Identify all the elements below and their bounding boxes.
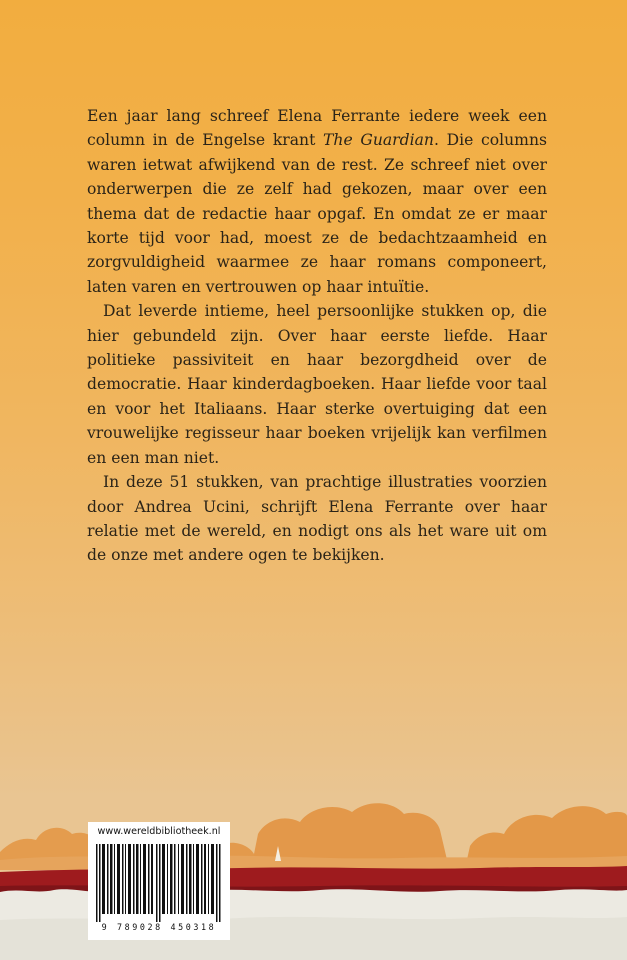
- publisher-url: www.wereldbibliotheek.nl: [97, 826, 221, 837]
- barcode: [94, 844, 224, 922]
- blurb-paragraph-1-end: . Die columns waren ietwat afwijkend van de rest. Ze schreef niet over onderwerpen die ze zelf had gekozen, maar over een thema dat de redactie haar opgaf. En omdat ze er maar korte tijd voor had, moest ze de bedachtzaamheid en zorgvuldigheid waarmee ze haar romans componeert, laten varen en vertrouwen op haar intuïtie.: [87, 131, 547, 296]
- blurb-paragraph-1-start: Een jaar lang schreef Elena Ferrante iedere week een column in de Engelse krant: [87, 107, 547, 150]
- cloud-silhouette: [252, 803, 448, 864]
- isbn-number: 9 789028 450318: [101, 922, 217, 932]
- barcode-label: [88, 822, 230, 940]
- blurb-paragraph-1: [87, 104, 547, 299]
- blurb-text: [87, 104, 547, 568]
- blurb-paragraph-2: Dat leverde intieme, heel persoonlijke stukken op, die hier gebundeld zijn. Over haar eerste liefde. Haar politieke passiviteit en haar bezorgdheid over de democratie. Haar kinderdagboeken. Haar liefde voor taal en voor het Italiaans. Haar sterke overtuiging dat een vrouwelijke regisseur haar boeken vrijelijk kan verfilmen en een man niet.: [87, 302, 547, 467]
- blurb-paragraph-3: In deze 51 stukken, van prachtige illustraties voorzien door Andrea Ucini, schrijft Elena Ferrante over haar relatie met de wereld, en nodigt ons als het ware uit om de onze met andere ogen te bekijken.: [87, 473, 547, 565]
- newspaper-title: The Guardian: [323, 131, 434, 150]
- cloud-silhouette: [466, 806, 627, 864]
- cloud-silhouette: [0, 828, 100, 860]
